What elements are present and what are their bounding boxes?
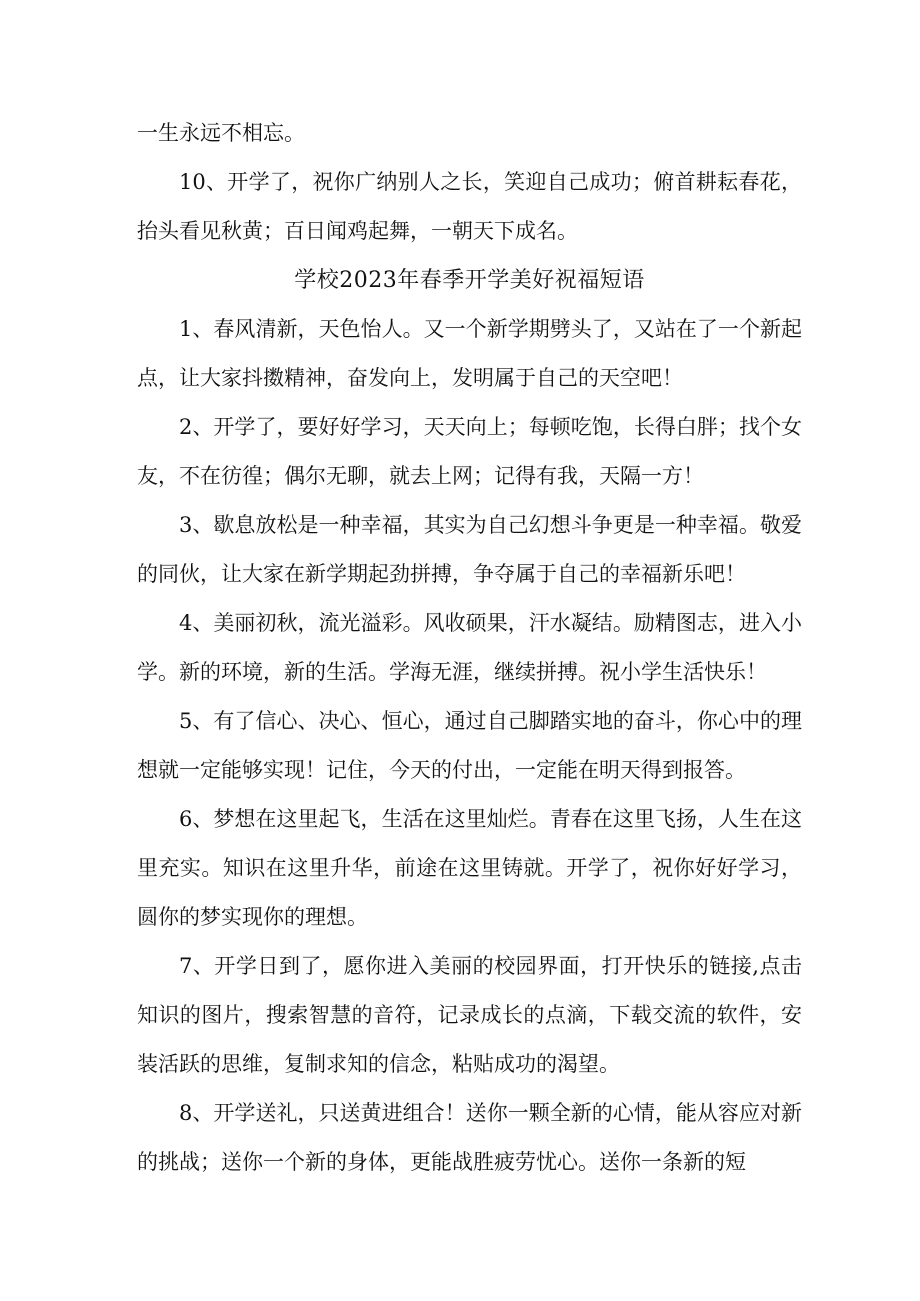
wish-item-8: 8、开学送礼，只送黄进组合！送你一颗全新的心情，能从容应对新的挑战；送你一个新的身体，更能战胜疲劳忧心。送你一条新的短 — [137, 1101, 802, 1174]
wish-item-4: 4、美丽初秋，流光溢彩。风收硕果，汗水凝结。励精图志，进入小学。新的环境，新的生活。学海无涯，继续拼搏。祝小学生活快乐！ — [137, 611, 802, 684]
wish-item-3: 3、歇息放松是一种幸福，其实为自己幻想斗争更是一种幸福。敬爱的同伙，让大家在新学期起劲拼搏，争夺属于自己的幸福新乐吧！ — [137, 513, 802, 586]
wish-item-5: 5、有了信心、决心、恒心，通过自己脚踏实地的奋斗，你心中的理想就一定能够实现！记住，今天的付出，一定能在明天得到报答。 — [137, 709, 802, 782]
wish-item-2: 2、开学了，要好好学习，天天向上；每顿吃饱，长得白胖；找个女友，不在彷徨；偶尔无聊，就去上网；记得有我，天隔一方！ — [137, 415, 802, 488]
wish-item-7: 7、开学日到了，愿你进入美丽的校园界面，打开快乐的链接,点击知识的图片，搜索智慧的音符，记录成长的点滴，下载交流的软件，安装活跃的思维，复制求知的信念，粘贴成功的渴望。 — [137, 954, 802, 1076]
continuation-paragraph: 一生永远不相忘。 — [137, 121, 305, 145]
wish-item-10: 10、开学了，祝你广纳别人之长，笑迎自己成功；俯首耕耘春花，抬头看见秋黄；百日闻鸡起舞，一朝天下成名。 — [137, 170, 802, 243]
wish-item-6: 6、梦想在这里起飞，生活在这里灿烂。青春在这里飞扬，人生在这里充实。知识在这里升华，前途在这里铸就。开学了，祝你好好学习，圆你的梦实现你的理想。 — [137, 807, 802, 929]
wish-item-1: 1、春风清新，天色怡人。又一个新学期劈头了，又站在了一个新起点，让大家抖擞精神，奋发向上，发明属于自己的天空吧！ — [137, 317, 802, 390]
section-title: 学校2023年春季开学美好祝福短语 — [294, 268, 645, 293]
